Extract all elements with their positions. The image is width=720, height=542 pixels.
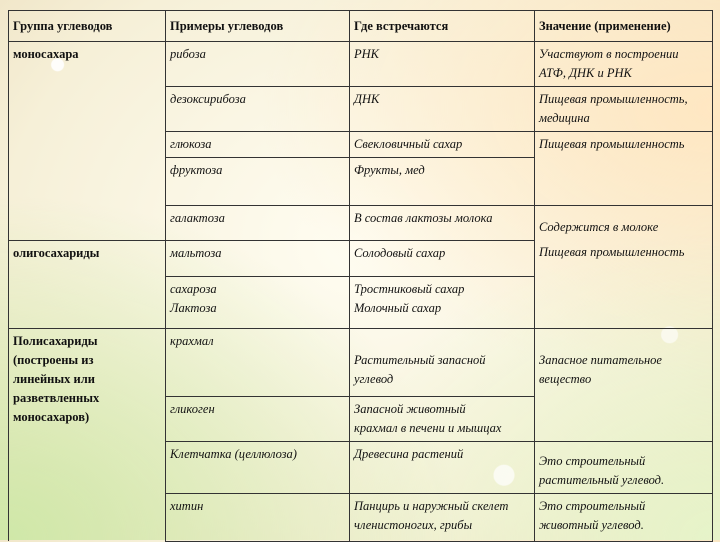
group-oligo: олигосахариды xyxy=(9,240,166,276)
example-cell: фруктоза xyxy=(166,158,350,206)
example-cell: глюкоза xyxy=(166,132,350,158)
table-row xyxy=(9,42,713,87)
where-cell: РНК xyxy=(350,42,535,87)
table-row xyxy=(9,240,713,276)
example-cell: гликоген xyxy=(166,396,350,441)
where-cell: Тростниковый сахар Молочный сахар xyxy=(350,276,535,328)
meaning-cell: Участвуют в построении АТФ, ДНК и РНК xyxy=(535,42,713,87)
meaning-cell: Пищевая промышленность xyxy=(535,132,713,206)
meaning-cell: Содержится в молоке xyxy=(535,206,713,241)
meaning-cell: Пищевая промышленность, медицина xyxy=(535,87,713,132)
carbohydrates-table xyxy=(8,10,713,542)
example-cell: дезоксирибоза xyxy=(166,87,350,132)
header-row xyxy=(9,11,713,42)
where-cell: ДНК xyxy=(350,87,535,132)
table-row xyxy=(9,87,713,132)
example-cell: сахароза Лактоза xyxy=(166,276,350,328)
header-examples: Примеры углеводов xyxy=(166,11,350,42)
example-cell: крахмал xyxy=(166,328,350,396)
meaning-cell: Это строительный животный углевод. xyxy=(535,493,713,541)
example-cell: мальтоза xyxy=(166,240,350,276)
group-mono: моносахара xyxy=(9,42,166,87)
table-row xyxy=(9,132,713,158)
header-meaning: Значение (применение) xyxy=(535,11,713,42)
where-cell: Растительный запасной углевод xyxy=(350,328,535,396)
meaning-cell: Это строительный растительный углевод. xyxy=(535,441,713,493)
example-cell: хитин xyxy=(166,493,350,541)
where-cell: Запасной животный крахмал в печени и мышцах xyxy=(350,396,535,441)
header-where: Где встречаются xyxy=(350,11,535,42)
where-cell: В состав лактозы молока xyxy=(350,206,535,241)
example-cell: рибоза xyxy=(166,42,350,87)
example-cell: галактоза xyxy=(166,206,350,241)
group-poly: Полисахариды (построены из линейных или разветвленных моносахаров) xyxy=(9,328,166,541)
where-cell: Фрукты, мед xyxy=(350,158,535,206)
where-cell: Свекловичный сахар xyxy=(350,132,535,158)
table-row xyxy=(9,206,713,241)
meaning-cell: Запасное питательное вещество xyxy=(535,328,713,441)
example-cell: Клетчатка (целлюлоза) xyxy=(166,441,350,493)
where-cell: Солодовый сахар xyxy=(350,240,535,276)
where-cell: Панцирь и наружный скелет членистоногих, грибы xyxy=(350,493,535,541)
where-cell: Древесина растений xyxy=(350,441,535,493)
header-group: Группа углеводов xyxy=(9,11,166,42)
meaning-cell: Пищевая промышленность xyxy=(535,240,713,328)
table-row xyxy=(9,328,713,396)
